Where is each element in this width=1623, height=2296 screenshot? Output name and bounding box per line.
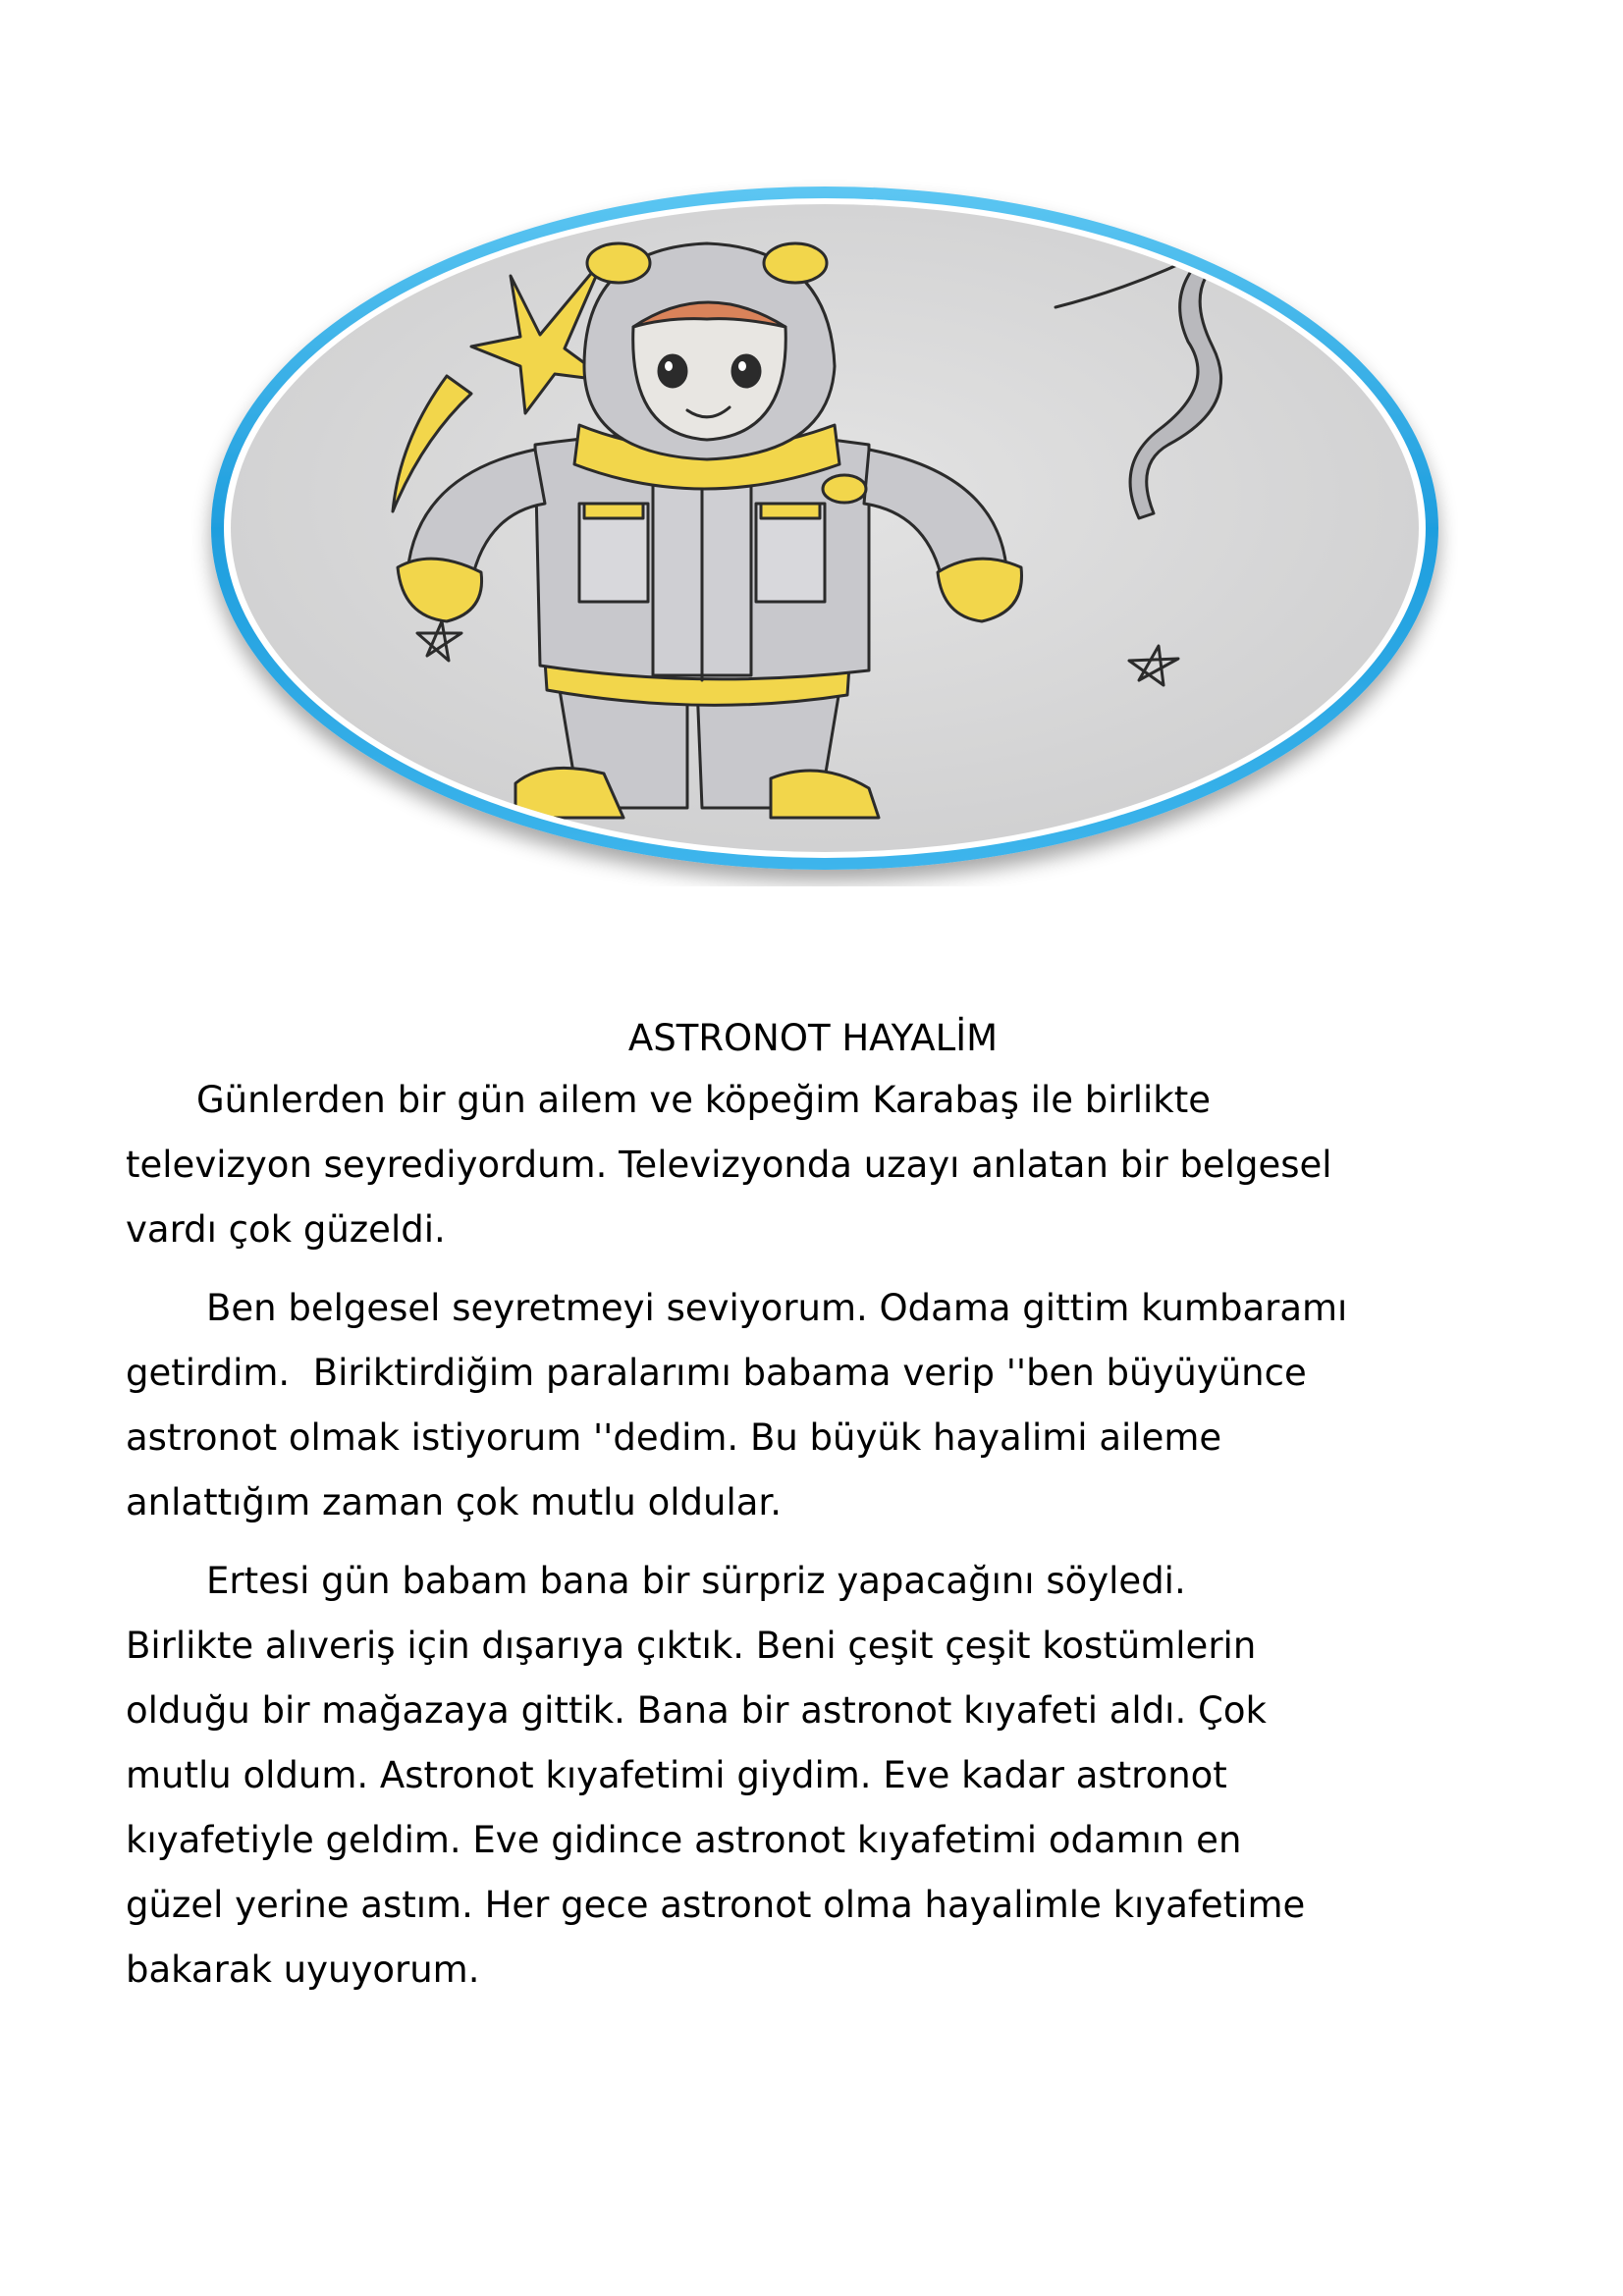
paragraph-line: güzel yerine astım. Her gece astronot olma hayalimle kıyafetime — [126, 1884, 1306, 1926]
paragraph-line: anlattığım zaman çok mutlu oldular. — [126, 1481, 783, 1523]
story-paragraph — [126, 1276, 1500, 1535]
paragraph-line: Günlerden bir gün ailem ve köpeğim Karabaş ile birlikte — [196, 1079, 1212, 1121]
paragraph-line: bakarak uyuyorum. — [126, 1949, 480, 1991]
paragraph-line: Ertesi gün babam bana bir sürpriz yapacağını söyledi. — [206, 1560, 1186, 1602]
paragraph-line: televizyon seyrediyordum. Televizyonda uzayı anlatan bir belgesel — [126, 1144, 1332, 1186]
paragraph-line: Ben belgesel seyretmeyi seviyorum. Odama gittim kumbaramı — [206, 1287, 1348, 1329]
story-paragraphs — [126, 1068, 1500, 2002]
story-paragraph — [126, 1068, 1500, 1262]
astronaut-drawing-image — [191, 180, 1458, 886]
paragraph-line: mutlu oldum. Astronot kıyafetimi giydim. Eve kadar astronot — [126, 1754, 1227, 1796]
story-title: ASTRONOT HAYALİM — [627, 1017, 999, 1059]
story-text — [126, 1009, 1500, 2002]
story-paragraph — [126, 1549, 1500, 2002]
paragraph-line: olduğu bir mağazaya gittik. Bana bir astronot kıyafeti aldı. Çok — [126, 1689, 1267, 1732]
paragraph-line: astronot olmak istiyorum ''dedim. Bu büyük hayalimi aileme — [126, 1416, 1222, 1459]
paragraph-line: Birlikte alıveriş için dışarıya çıktık. Beni çeşit çeşit kostümlerin — [126, 1625, 1257, 1667]
paragraph-line: getirdim. Biriktirdiğim paralarımı babama verip ''ben büyüyünce — [126, 1352, 1307, 1394]
paragraph-line: vardı çok güzeldi. — [126, 1208, 446, 1251]
paragraph-line: kıyafetiyle geldim. Eve gidince astronot kıyafetimi odamın en — [126, 1819, 1242, 1861]
